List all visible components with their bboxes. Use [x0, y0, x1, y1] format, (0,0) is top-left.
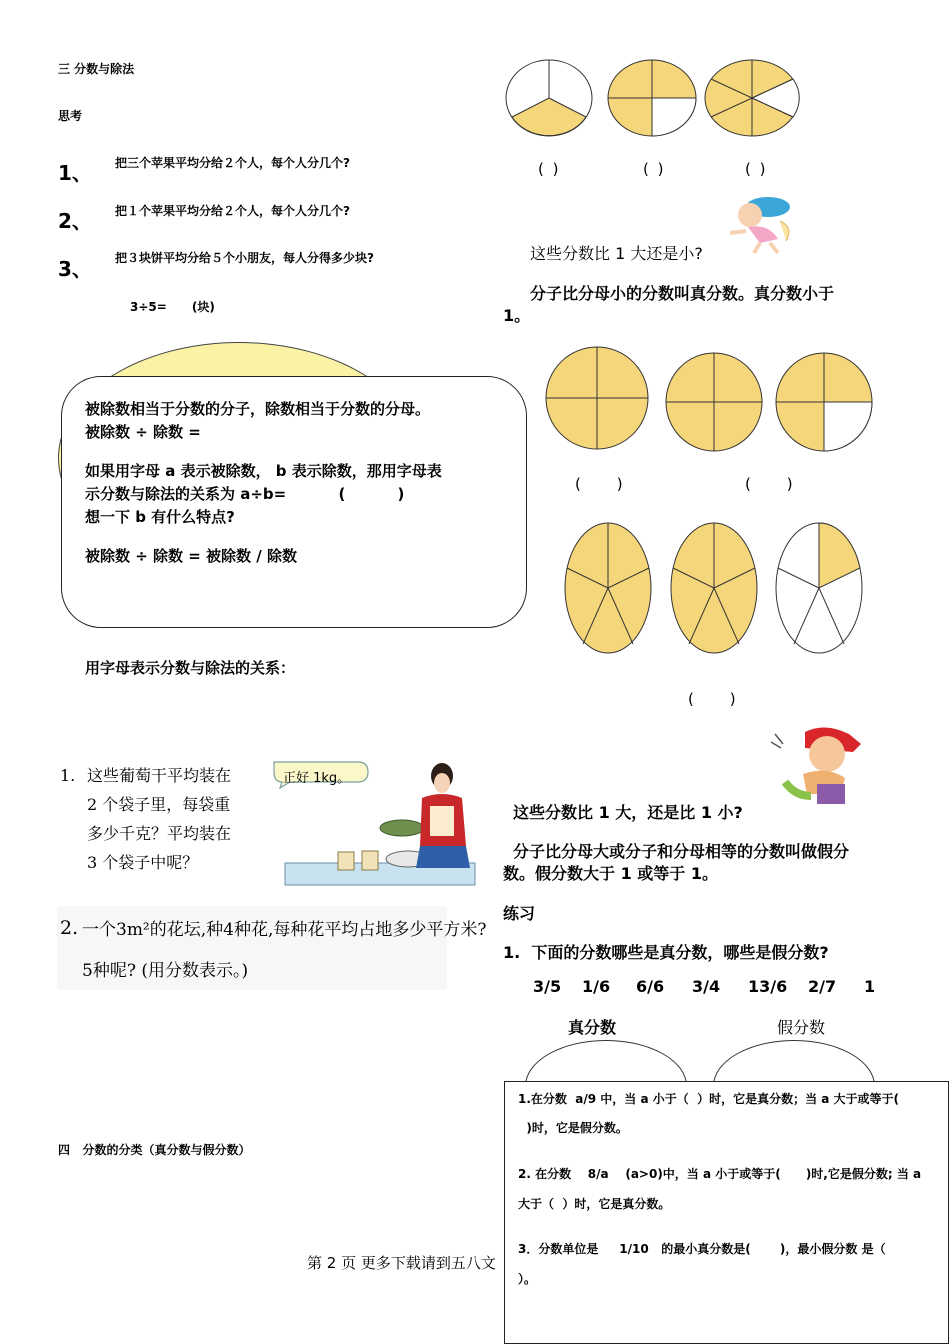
- bubble-line3: 如果用字母 a 表示被除数， b 表示除数，那用字母表: [85, 462, 442, 480]
- section3-title: 三 分数与除法: [58, 62, 135, 76]
- exercise1-line4: 3 个袋子中呢？: [87, 853, 199, 872]
- question-less-than-one: 这些分数比 1 大还是小?: [530, 244, 703, 263]
- answer-paren-3: ( ): [688, 690, 738, 708]
- think-heading: 思考: [58, 109, 83, 123]
- ellipse-five-fifths-b: [671, 523, 757, 653]
- improper-fraction-definition-cont: 数。假分数大于 1 或等于 1。: [503, 864, 718, 883]
- circle-four-quarters-b: [666, 353, 762, 451]
- fraction-item: 3/4: [692, 977, 721, 996]
- q3-text: 把３块饼平均分给５个小朋友，每人分得多少块?: [115, 251, 374, 265]
- fraction-item: 2/7: [808, 977, 837, 996]
- bubble-line6: 被除数 ÷ 除数 = 被除数 / 除数: [85, 547, 297, 565]
- bubble-line2: 被除数 ÷ 除数 =: [85, 423, 201, 441]
- grapes-shape: [380, 820, 424, 836]
- box-line2: )时，它是假分数。: [518, 1121, 628, 1135]
- motion-lines: [771, 734, 783, 748]
- fraction-item: 1/6: [582, 977, 611, 996]
- bag-shape: [362, 851, 378, 870]
- circle-sixths: [705, 60, 799, 136]
- bag-shape: [817, 784, 845, 804]
- exercise1-number: 1.: [60, 766, 76, 785]
- ellipse-one-fifth: [776, 523, 862, 653]
- ellipse-five-fifths-a: [565, 523, 651, 653]
- legs-shape: [754, 243, 778, 253]
- practice-heading: 练习: [503, 904, 536, 923]
- arm-shape: [730, 231, 746, 233]
- proper-fraction-definition-cont: 1。: [503, 306, 531, 325]
- letters-relation-heading: 用字母表示分数与除法的关系：: [85, 659, 296, 677]
- q1-number: 1、: [58, 161, 92, 185]
- bubble-line5: 想一下 b 有什么特点?: [85, 508, 235, 526]
- bubble-line4: 示分数与除法的关系为 a÷b= ( ): [85, 485, 405, 503]
- apron-shape: [430, 806, 454, 836]
- circle-three-quarters: [776, 353, 872, 451]
- body-shape: [748, 226, 778, 243]
- skirt-shape: [416, 846, 470, 868]
- q1-text: 把三个苹果平均分给２个人，每个人分几个?: [115, 156, 350, 170]
- face-shape: [738, 203, 762, 227]
- box-line5: 3．分数单位是 1/10 的最小真分数是( )，最小假分数 是（: [518, 1242, 886, 1256]
- question-compare-one: 这些分数比 1 大，还是比 1 小?: [513, 803, 743, 822]
- face-shape: [809, 736, 845, 772]
- practice-question-1: 1. 下面的分数哪些是真分数，哪些是假分数?: [503, 943, 829, 962]
- q2-text: 把１个苹果平均分给２个人，每个人分几个?: [115, 204, 350, 218]
- answer-paren-1a: ( ): [538, 160, 561, 178]
- page-footer: 第 2 页 更多下载请到五八文: [307, 1254, 496, 1272]
- fraction-item: 3/5: [533, 977, 562, 996]
- bubble-line1: 被除数相当于分数的分子，除数相当于分数的分母。: [85, 400, 431, 418]
- proper-fraction-label: 真分数: [568, 1018, 617, 1037]
- answer-paren-2a: ( ): [575, 475, 625, 493]
- speech-text: 正好 1kg。: [283, 771, 351, 786]
- section4-title: 四 分数的分类（真分数与假分数）: [58, 1143, 251, 1157]
- circle-quarters: [608, 60, 696, 136]
- improper-fraction-definition: 分子比分母大或分子和分母相等的分数叫做假分: [513, 842, 850, 861]
- fairy-girl-illustration: [720, 193, 795, 255]
- answer-paren-2b: ( ): [745, 475, 795, 493]
- exercise1-line1: 这些葡萄干平均装在: [87, 766, 232, 785]
- answer-paren-1b: ( ): [643, 160, 666, 178]
- box-line6: ）。: [518, 1272, 537, 1286]
- fraction-item: 6/6: [636, 977, 665, 996]
- answer-paren-1c: ( ): [745, 160, 768, 178]
- improper-fraction-label: 假分数: [777, 1018, 826, 1037]
- fraction-item: 1: [864, 977, 876, 996]
- circle-four-quarters-a: [546, 347, 648, 449]
- exercise2-line1: 一个3m²的花坛,种4种花,每种花平均占地多少平方米?: [82, 920, 487, 940]
- proper-fraction-definition: 分子比分母小的分数叫真分数。真分数小于: [530, 284, 835, 303]
- box-line1: 1.在分数 a/9 中，当 a 小于（ ）时，它是真分数；当 a 大于或等于(: [518, 1092, 900, 1106]
- wing-shape: [780, 221, 789, 241]
- q3-number: 3、: [58, 257, 92, 281]
- box-line4: 大于（ ）时，它是真分数。: [518, 1197, 671, 1211]
- bag-shape: [338, 852, 354, 870]
- exercise2-number: 2.: [60, 917, 79, 939]
- fraction-circles-row2: [543, 344, 875, 456]
- exercise1-line2: 2 个袋子里，每袋重: [87, 795, 231, 814]
- division-equation: 3÷5= (块): [130, 300, 215, 314]
- boy-illustration: [765, 722, 877, 810]
- exercise2-line2: 5种呢? (用分数表示。): [82, 961, 249, 981]
- box-line3: 2. 在分数 8/a (a>0)中，当 a 小于或等于( )时,它是假分数; 当 a: [518, 1167, 922, 1181]
- fraction-item: 13/6: [748, 977, 788, 996]
- q2-number: 2、: [58, 209, 92, 233]
- fraction-circles-row1: [503, 58, 803, 140]
- exercise1-line3: 多少千克？平均装在: [87, 824, 232, 843]
- circle-thirds: [506, 60, 592, 136]
- fraction-ellipses-row3: [562, 520, 867, 658]
- face-shape: [434, 773, 450, 793]
